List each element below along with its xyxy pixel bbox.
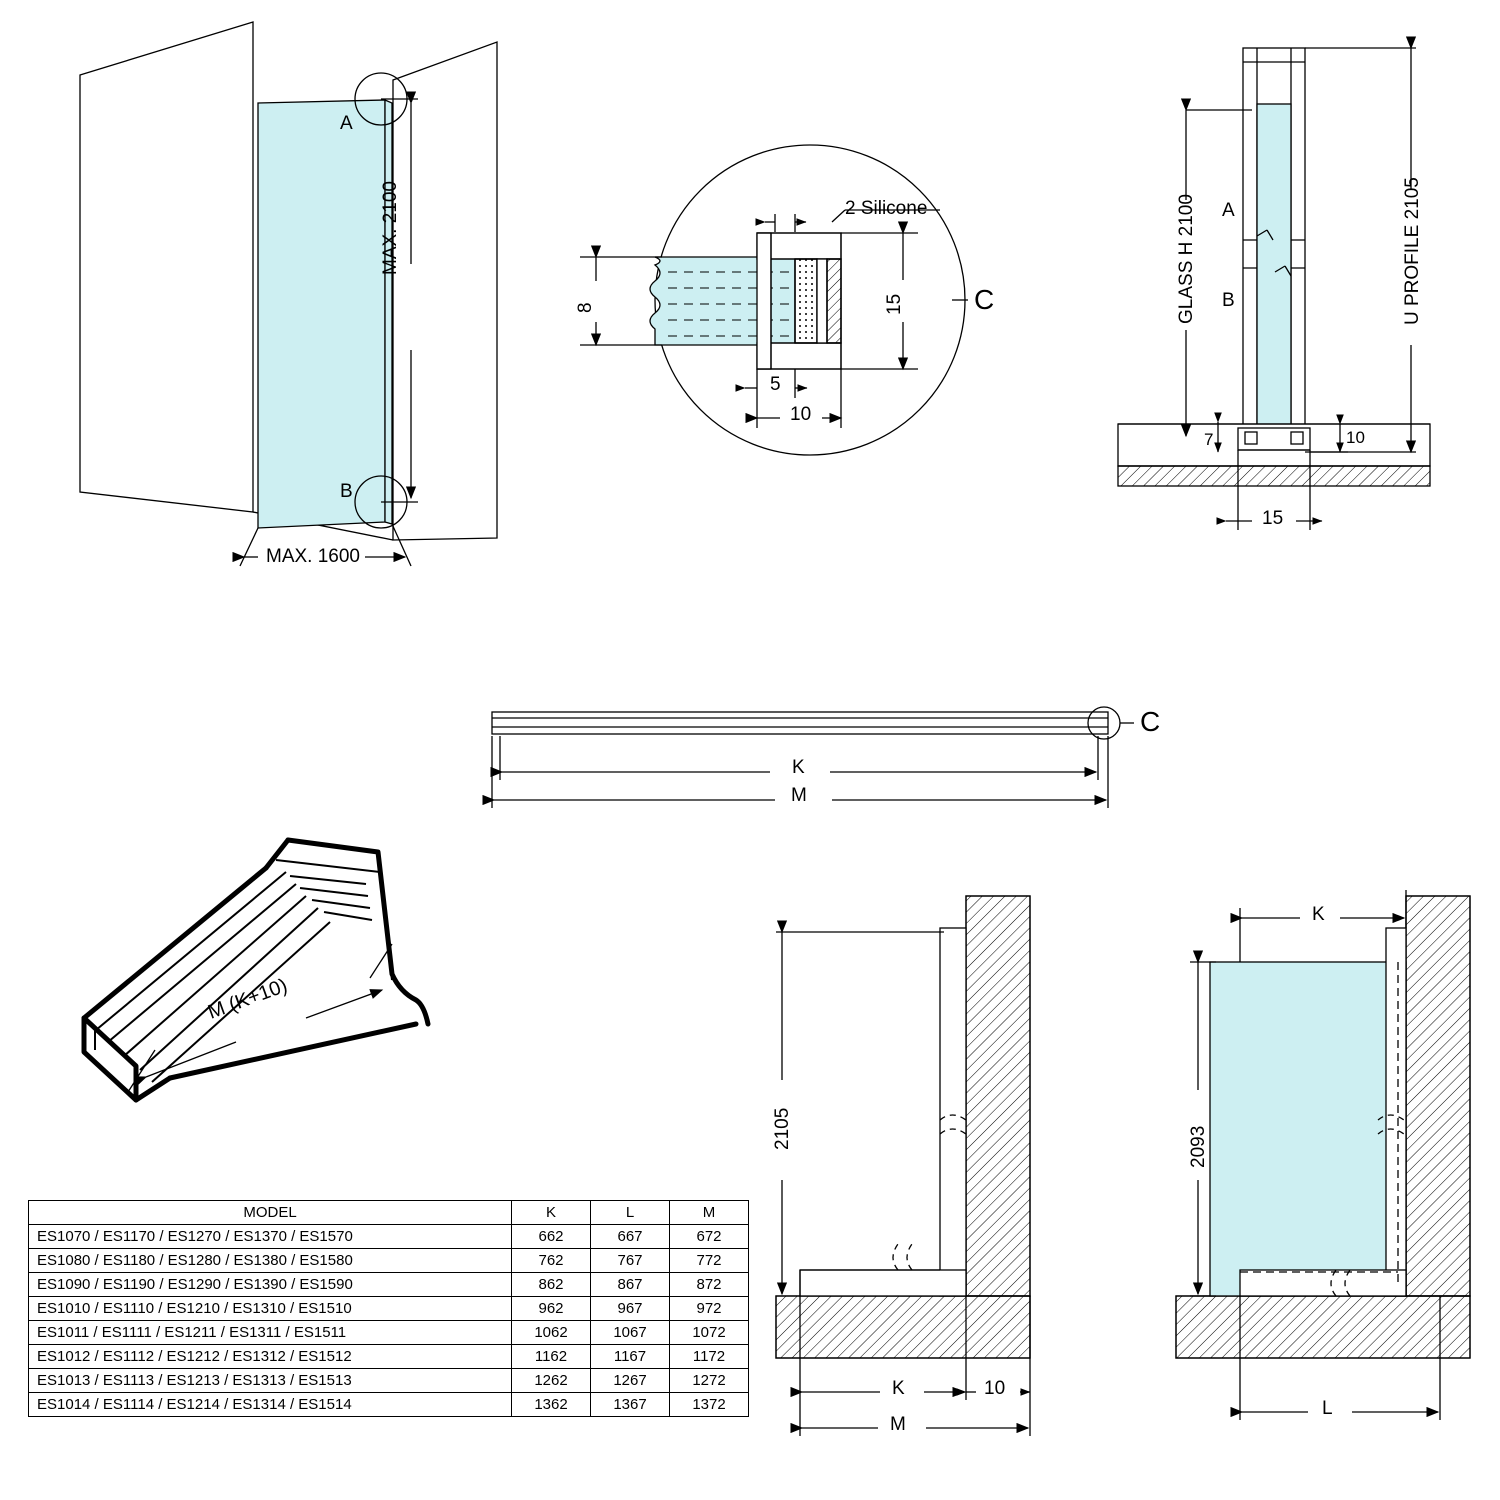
cell-k: 1062 [512, 1321, 591, 1345]
cell-model: ES1011 / ES1111 / ES1211 / ES1311 / ES1511 [29, 1321, 512, 1345]
fig2-glass-thickness-label: 8 [575, 302, 596, 313]
table-row [29, 1345, 749, 1369]
cell-m: 1072 [670, 1321, 749, 1345]
fig4-profile-length [492, 707, 1134, 808]
cell-m: 672 [670, 1225, 749, 1249]
fig1-width-dimension: MAX. 1600 [266, 546, 360, 567]
fig7-dim-k-label: K [1312, 904, 1325, 925]
fig7-wall-section-glass [1176, 890, 1470, 1420]
table-row [29, 1297, 749, 1321]
fig2-silicone-label: 2 Silicone [845, 198, 928, 219]
cell-model: ES1070 / ES1170 / ES1270 / ES1370 / ES1570 [29, 1225, 512, 1249]
model-dimension-table [28, 1200, 749, 1417]
fig6-height-label: 2105 [772, 1107, 793, 1150]
fig3-dim15-label: 15 [1262, 508, 1284, 529]
fig1-height-dimension: MAX. 2100 [380, 181, 401, 275]
cell-m: 872 [670, 1273, 749, 1297]
fig7-dim-l-label: L [1322, 1398, 1333, 1419]
fig6-dim-m-label: M [890, 1414, 906, 1435]
fig2-detail-c-label: C [974, 284, 995, 315]
table-header-model: MODEL [29, 1201, 512, 1225]
cell-k: 1362 [512, 1393, 591, 1417]
fig2-detail-c [580, 145, 968, 455]
fig2-profile-height-label: 15 [884, 293, 905, 315]
fig3-dim7-label: 7 [1204, 430, 1214, 449]
fig3-glass-height-label: GLASS H 2100 [1176, 194, 1197, 324]
table-row [29, 1321, 749, 1345]
cell-model: ES1014 / ES1114 / ES1214 / ES1314 / ES1514 [29, 1393, 512, 1417]
cell-k: 762 [512, 1249, 591, 1273]
cell-model: ES1013 / ES1113 / ES1213 / ES1313 / ES1513 [29, 1369, 512, 1393]
cell-k: 862 [512, 1273, 591, 1297]
fig4-dim-k-label: K [792, 757, 805, 778]
cell-l: 1167 [591, 1345, 670, 1369]
cell-l: 867 [591, 1273, 670, 1297]
cell-model: ES1012 / ES1112 / ES1212 / ES1312 / ES1512 [29, 1345, 512, 1369]
fig4-dim-m-label: M [791, 785, 807, 806]
cell-k: 962 [512, 1297, 591, 1321]
fig3-vertical-section [1118, 48, 1430, 530]
fig1-callout-a-label: A [340, 113, 353, 134]
fig7-height-label: 2093 [1188, 1125, 1209, 1168]
fig5-length-label: M (K+10) [205, 974, 291, 1024]
fig2-dim10-label: 10 [790, 404, 812, 425]
table-header-l: L [591, 1201, 670, 1225]
table-header-m: M [670, 1201, 749, 1225]
fig1-enclosure [80, 22, 497, 566]
cell-m: 972 [670, 1297, 749, 1321]
cell-k: 1262 [512, 1369, 591, 1393]
cell-m: 772 [670, 1249, 749, 1273]
cell-m: 1272 [670, 1369, 749, 1393]
cell-k: 662 [512, 1225, 591, 1249]
cell-model: ES1080 / ES1180 / ES1280 / ES1380 / ES1580 [29, 1249, 512, 1273]
fig6-wall-section-profile [776, 896, 1030, 1436]
cell-m: 1172 [670, 1345, 749, 1369]
cell-l: 1267 [591, 1369, 670, 1393]
table-row [29, 1249, 749, 1273]
cell-l: 1367 [591, 1393, 670, 1417]
fig5-profile-3d [84, 840, 428, 1100]
table-header-row [29, 1201, 749, 1225]
fig3-dim10-label: 10 [1346, 428, 1365, 447]
cell-l: 1067 [591, 1321, 670, 1345]
fig3-u-profile-label: U PROFILE 2105 [1402, 177, 1423, 325]
fig1-callout-b-label: B [340, 481, 353, 502]
table-row [29, 1369, 749, 1393]
fig6-dim10-label: 10 [984, 1378, 1006, 1399]
table-row [29, 1225, 749, 1249]
cell-l: 967 [591, 1297, 670, 1321]
fig3-mark-a-label: A [1222, 200, 1235, 221]
table-row [29, 1393, 749, 1417]
table-header-k: K [512, 1201, 591, 1225]
fig2-dim5-label: 5 [770, 374, 781, 395]
cell-k: 1162 [512, 1345, 591, 1369]
cell-model: ES1090 / ES1190 / ES1290 / ES1390 / ES1590 [29, 1273, 512, 1297]
cell-l: 667 [591, 1225, 670, 1249]
cell-model: ES1010 / ES1110 / ES1210 / ES1310 / ES1510 [29, 1297, 512, 1321]
table-row [29, 1273, 749, 1297]
cell-l: 767 [591, 1249, 670, 1273]
cell-m: 1372 [670, 1393, 749, 1417]
fig6-dim-k-label: K [892, 1378, 905, 1399]
fig4-detail-c-label: C [1140, 706, 1161, 737]
fig3-mark-b-label: B [1222, 290, 1235, 311]
